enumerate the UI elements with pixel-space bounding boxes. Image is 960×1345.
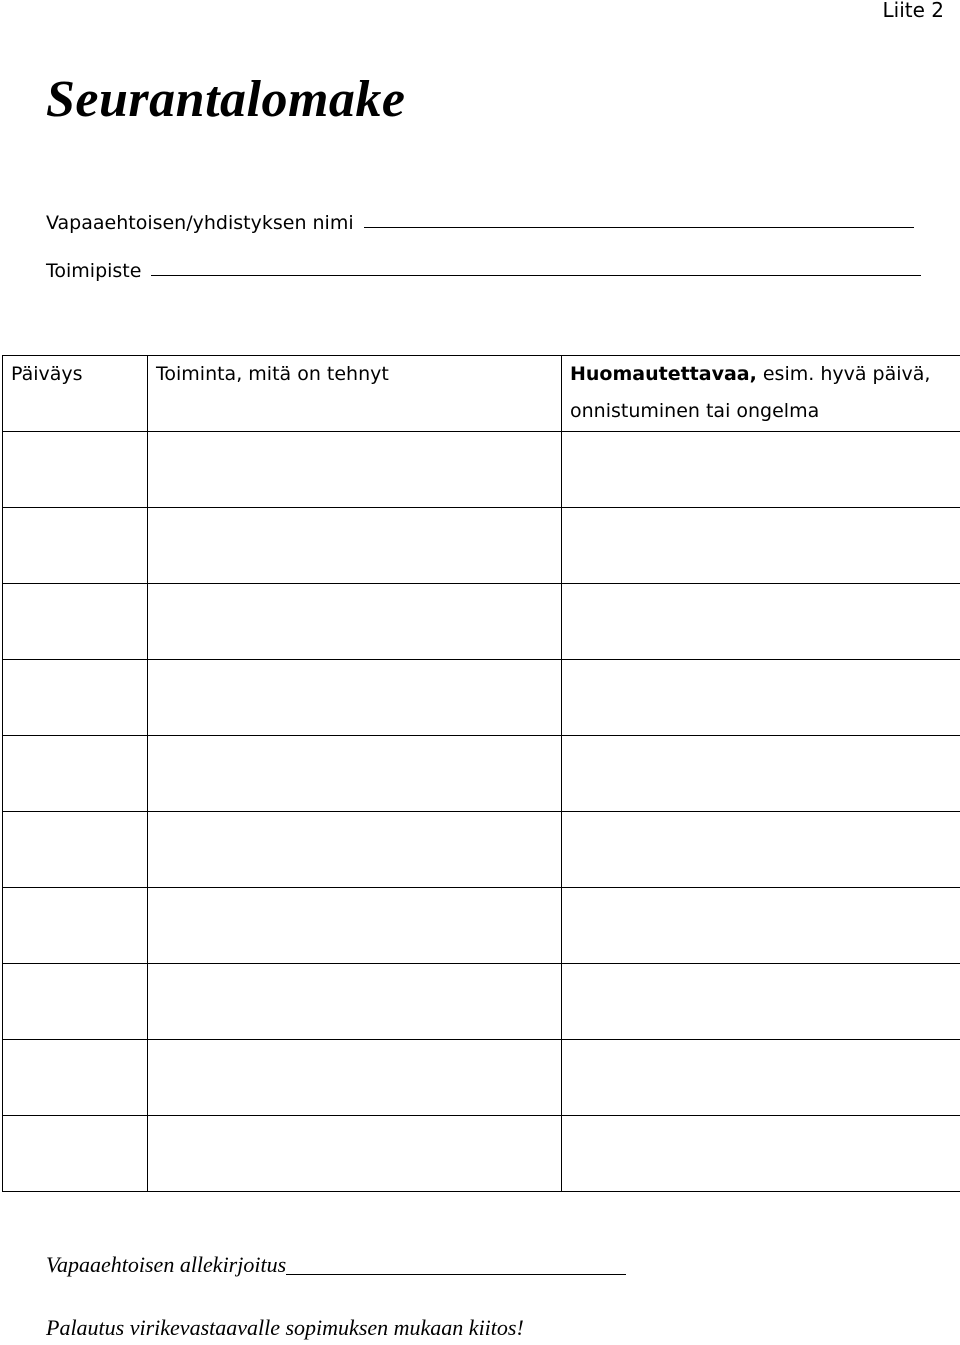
table-row xyxy=(3,812,960,888)
form-title: Seurantalomake xyxy=(46,71,406,128)
notes-cell[interactable] xyxy=(562,432,960,508)
column-header-date: Päiväys xyxy=(3,356,148,432)
notes-cell[interactable] xyxy=(562,964,960,1040)
table-row xyxy=(3,432,960,508)
date-cell[interactable] xyxy=(3,736,148,812)
date-cell[interactable] xyxy=(3,964,148,1040)
activity-cell[interactable] xyxy=(148,1040,562,1116)
table-row xyxy=(3,964,960,1040)
notes-cell[interactable] xyxy=(562,812,960,888)
table-row xyxy=(3,736,960,812)
signature-field xyxy=(46,1252,626,1278)
table-row xyxy=(3,1040,960,1116)
table-body xyxy=(3,432,960,1192)
organization-name-field xyxy=(46,212,914,234)
notes-cell[interactable] xyxy=(562,888,960,964)
column-header-notes xyxy=(562,356,960,432)
activity-cell[interactable] xyxy=(148,660,562,736)
date-cell[interactable] xyxy=(3,508,148,584)
notes-cell[interactable] xyxy=(562,1040,960,1116)
date-cell[interactable] xyxy=(3,812,148,888)
date-cell[interactable] xyxy=(3,660,148,736)
notes-cell[interactable] xyxy=(562,736,960,812)
activity-cell[interactable] xyxy=(148,508,562,584)
office-field xyxy=(46,260,921,282)
return-note: Palautus virikevastaavalle sopimuksen mukaan kiitos! xyxy=(46,1315,524,1340)
notes-cell[interactable] xyxy=(562,508,960,584)
date-cell[interactable] xyxy=(3,1040,148,1116)
activity-cell[interactable] xyxy=(148,584,562,660)
column-header-notes-bold: Huomautettavaa, xyxy=(570,363,757,385)
notes-cell[interactable] xyxy=(562,660,960,736)
table-header-row xyxy=(3,356,960,432)
office-label: Toimipiste xyxy=(46,260,142,282)
activity-cell[interactable] xyxy=(148,964,562,1040)
notes-cell[interactable] xyxy=(562,584,960,660)
activity-cell[interactable] xyxy=(148,736,562,812)
column-header-notes-rest: esim. hyvä päivä, onnistuminen tai ongelma xyxy=(570,363,931,422)
table-row xyxy=(3,660,960,736)
follow-up-table xyxy=(2,355,960,1192)
activity-cell[interactable] xyxy=(148,812,562,888)
activity-cell[interactable] xyxy=(148,888,562,964)
date-cell[interactable] xyxy=(3,888,148,964)
notes-cell[interactable] xyxy=(562,1116,960,1192)
date-cell[interactable] xyxy=(3,432,148,508)
table-row xyxy=(3,508,960,584)
signature-label: Vapaaehtoisen allekirjoitus xyxy=(46,1252,287,1277)
activity-cell[interactable] xyxy=(148,432,562,508)
office-blank-line[interactable] xyxy=(151,274,921,276)
column-header-activity: Toiminta, mitä on tehnyt xyxy=(148,356,562,432)
table-row xyxy=(3,888,960,964)
signature-blank-line[interactable] xyxy=(286,1274,626,1275)
table-row xyxy=(3,1116,960,1192)
date-cell[interactable] xyxy=(3,584,148,660)
activity-cell[interactable] xyxy=(148,1116,562,1192)
table-row xyxy=(3,584,960,660)
organization-name-blank-line[interactable] xyxy=(364,226,914,228)
appendix-label: Liite 2 xyxy=(882,0,944,22)
date-cell[interactable] xyxy=(3,1116,148,1192)
organization-name-label: Vapaaehtoisen/yhdistyksen nimi xyxy=(46,212,354,234)
